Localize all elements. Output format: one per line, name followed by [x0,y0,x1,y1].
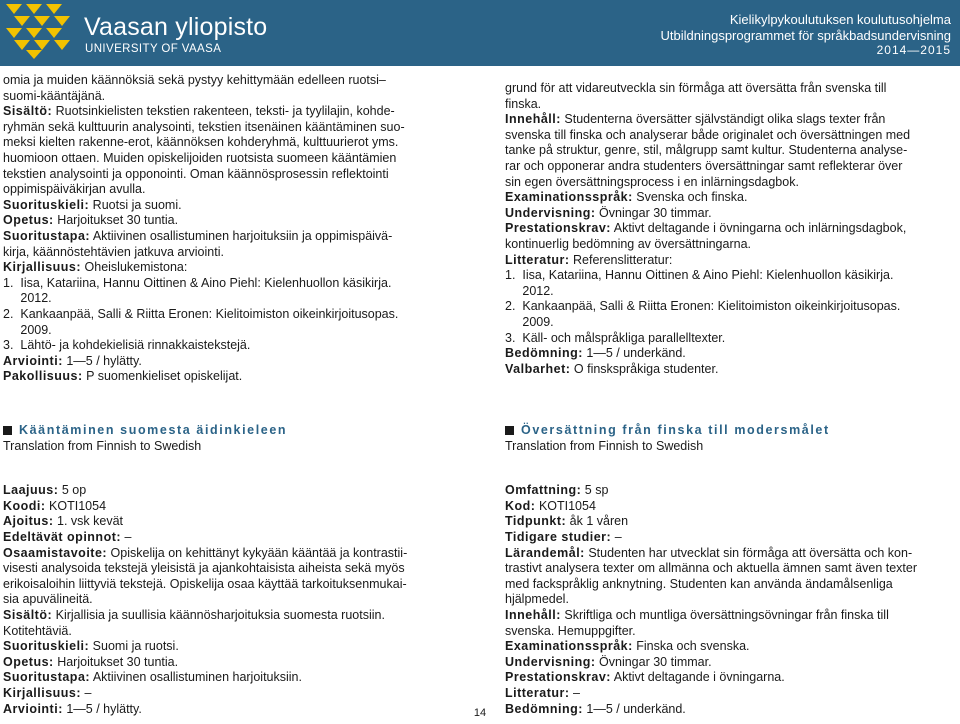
text-line: Opiskelija on kehittänyt kykyään kääntää ja kontrastii- [107,545,408,560]
reference-item: 2009. [505,314,554,329]
field-label: Opetus: [3,213,54,228]
university-subtitle: UNIVERSITY OF VAASA [85,43,222,55]
field-label: Examinationsspråk: [505,190,633,205]
text-line: Kotitehtäviä. [3,623,72,638]
field-label: Koodi: [3,498,46,513]
program-name-fi: Kielikylpykoulutuksen koulutusohjelma [729,12,951,27]
grading-row [505,346,958,362]
text-line: Aktiivinen osallistuminen harjoituksiin ja oppimispäivä- [90,228,393,243]
text-line: visesti analysoida tekstejä yleisistä ja ajankohtaisista aiheista sekä myös [3,561,405,576]
field-label: Suoritustapa: [3,670,91,685]
text-line: hjälpmedel. [505,592,569,607]
reference-item: 2. Kankaanpää, Salli & Riitta Eronen: Kielitoimiston oikeinkirjoitusopas. [3,306,399,321]
field-value: – [611,529,622,544]
right-bottom-column [505,423,958,717]
content-row [505,112,958,128]
language-row [3,639,461,655]
grading-row [3,354,461,370]
field-value: Harjoitukset 30 tuntia. [53,213,179,228]
field-value: – [81,685,92,700]
field-value: KOTI1054 [535,498,596,513]
square-bullet-icon [505,426,514,435]
text-line: Ruotsinkielisten tekstien rakenteen, teksti- ja tyylilajin, kohde- [52,104,395,119]
field-label: Innehåll: [505,112,561,127]
field-label: Lärandemål: [505,545,585,560]
course-title-sv [505,423,958,439]
text-line: ryhmän sekä kulttuurin analysointi, tekstien itsenäinen kääntäminen suo- [3,119,405,134]
course-subtitle: Translation from Finnish to Swedish [3,438,202,453]
literature-row [505,686,958,702]
completion-row [3,670,461,686]
field-value: Oheislukemistona: [81,260,188,275]
timing-row [3,514,461,530]
text-line: huomioon ottaen. Muiden opiskelijoiden ruotsista suomeen kääntämien [3,150,397,165]
reference-item: 3. Käll- och målspråkliga parallelltexter. [505,330,726,345]
reference-item: 3. Lähtö- ja kohdekielisiä rinnakkaistekstejä. [3,338,251,353]
left-top-column [3,73,461,385]
field-label: Litteratur: [505,252,570,267]
text-line: tekstien analysointi ja opponointi. Oman käännösprosessin reflektointi [3,166,389,181]
field-value: Aktivt deltagande i övningarna. [610,670,785,685]
course-subtitle: Translation from Finnish to Swedish [505,438,704,453]
field-label: Sisältö: [3,607,53,622]
field-value: P suomenkieliset opiskelijat. [82,369,243,384]
field-label: Bedömning: [505,701,583,716]
field-label: Pakollisuus: [3,369,83,384]
right-top-column [505,81,958,377]
field-label: Sisältö: [3,104,53,119]
text-line: rar och opponerar andra studenters översättningar samt reflekterar över [505,158,903,173]
field-label: Undervisning: [505,654,596,669]
prerequisites-row [3,530,461,546]
field-value: Övningar 30 timmar. [595,654,712,669]
field-label: Tidigare studier: [505,529,612,544]
text-line: svenska till finska och analyserar både originalet och översättningen med [505,127,911,142]
field-label: Arviointi: [3,701,63,716]
field-label: Osaamistavoite: [3,545,108,560]
field-label: Suoritustapa: [3,228,91,243]
objective-row [505,546,958,562]
field-label: Prestationskrav: [505,670,611,685]
language-row [3,198,461,214]
text-line: erikoisaloihin liittyviä tekstejä. Opiskelija osaa käyttää tarkoituksenmukai- [3,576,407,591]
teaching-row [505,206,958,222]
text-line: med fackspråklig anknytning. Studenten kan använda ändamålsenliga [505,576,893,591]
field-label: Suorituskieli: [3,197,90,212]
reference-item: 2012. [3,291,52,306]
field-label: Kod: [505,498,536,513]
reference-item: 1. Iisa, Katariina, Hannu Oittinen & Aino Piehl: Kielenhuollon käsikirja. [505,268,894,283]
text-line: sia apuvälineitä. [3,592,93,607]
text-line: Aktivt deltagande i övningarna och inlärningsdagbok, [610,221,907,236]
text-line: finska. [505,96,542,111]
field-label: Arviointi: [3,353,63,368]
reference-item: 2012. [505,283,554,298]
field-label: Opetus: [3,654,54,669]
field-label: Prestationskrav: [505,221,611,236]
code-row [3,499,461,515]
field-value: – [569,685,580,700]
content-row [3,104,461,120]
content-row [505,608,958,624]
code-row [505,499,958,515]
text-line: Studenten har utvecklat sin förmåga att översätta och kon- [584,545,913,560]
requirements-row [505,670,958,686]
field-label: Litteratur: [505,685,570,700]
field-value: 5 op [58,483,87,498]
program-header [661,12,951,59]
text-line: suomi-kääntäjänä. [3,88,106,103]
field-value: KOTI1054 [45,498,107,513]
field-value: 1—5 / underkänd. [582,701,686,716]
reference-item: 1. Iisa, Katariina, Hannu Oittinen & Aino Piehl: Kielenhuollon käsikirja. [3,275,392,290]
requirements-row [505,221,958,237]
field-value: 1. vsk kevät [53,514,124,529]
text-line: Kirjallisia ja suullisia käännösharjoituksia suomesta ruotsiin. [52,607,385,622]
field-value: 1—5 / underkänd. [582,346,686,361]
text-line: kirja, käännöstehtävien jatkuva arviointi. [3,244,224,259]
field-label: Tidpunkt: [505,514,567,529]
field-label: Examinationsspråk: [505,639,633,654]
field-value: Övningar 30 timmar. [595,205,712,220]
square-bullet-icon [3,426,12,435]
program-name-sv: Utbildningsprogrammet för språkbadsundervisning [660,27,951,43]
field-value: Referenslitteratur: [569,252,673,267]
text-line: oppimispäiväkirjan avulla. [3,182,146,197]
teaching-row [505,655,958,671]
literature-row [505,253,958,269]
course-title-text: Kääntäminen suomesta äidinkieleen [19,423,288,437]
course-title-text: Översättning från finska till modersmålet [521,423,830,437]
text-line: svenska. Hemuppgifter. [505,623,636,638]
reference-item: 2. Kankaanpää, Salli & Riitta Eronen: Kielitoimiston oikeinkirjoitusopas. [505,299,901,314]
field-label: Edeltävät opinnot: [3,529,122,544]
field-value: 5 sp [581,483,609,498]
timing-row [505,514,958,530]
text-line: Skriftliga och muntliga översättningsövningar från finska till [560,607,889,622]
language-row [505,190,958,206]
field-label: Omfattning: [505,483,582,498]
page-number: 14 [473,707,487,719]
literature-row [3,686,461,702]
field-label: Laajuus: [3,483,59,498]
text-line: kontinuerlig bedömning av översättningarna. [505,236,751,251]
field-value: Harjoitukset 30 tuntia. [53,654,179,669]
text-line: Studenterna översätter självständigt olika slags texter från [560,112,886,127]
left-bottom-column [3,423,461,717]
academic-year: 2014—2015 [876,43,951,57]
field-label: Valbarhet: [505,361,571,376]
field-value: Aktiivinen osallistuminen harjoituksiin. [90,670,302,685]
field-label: Kirjallisuus: [3,260,82,275]
language-row [505,639,958,655]
credits-row [3,483,461,499]
compulsory-row [3,369,461,385]
field-value: O finskspråkiga studenter. [570,361,719,376]
university-crest-icon [2,2,74,60]
objective-row [3,546,461,562]
university-name: Vaasan yliopisto [84,13,268,41]
course-title-fi [3,423,461,439]
field-label: Bedömning: [505,346,583,361]
field-value: Ruotsi ja suomi. [89,197,182,212]
field-value: – [121,529,132,544]
completion-row [3,229,461,245]
text-line: tanke på struktur, genre, stil, målgrupp samt kultur. Studenterna analyse- [505,143,908,158]
field-label: Kirjallisuus: [3,685,82,700]
grading-row [505,702,958,718]
reference-item: 2009. [3,322,52,337]
text-line: trastivt analysera texter om allmänna och aktuella ämnen samt även texter [505,561,918,576]
field-label: Undervisning: [505,205,596,220]
text-line: grund för att vidareutveckla sin förmåga att översätta från svenska till [505,81,887,95]
text-line: omia ja muiden käännöksiä sekä pystyy kehittymään edelleen ruotsi– [3,73,386,87]
text-line: sin egen översättningsprocess i en inlärningsdagbok. [505,174,799,189]
field-value: Suomi ja ruotsi. [89,639,179,654]
eligibility-row [505,362,958,378]
field-label: Innehåll: [505,607,561,622]
literature-row [3,260,461,276]
field-value: 1—5 / hylätty. [62,353,142,368]
content-row [3,608,461,624]
page-header [0,0,960,66]
teaching-row [3,655,461,671]
prerequisites-row [505,530,958,546]
field-label: Ajoitus: [3,514,54,529]
credits-row [505,483,958,499]
teaching-row [3,213,461,229]
field-value: åk 1 våren [566,514,629,529]
field-value: Svenska och finska. [632,190,748,205]
field-label: Suorituskieli: [3,639,90,654]
field-value: Finska och svenska. [632,639,750,654]
field-value: 1—5 / hylätty. [62,701,142,716]
grading-row [3,702,461,718]
text-line: meksi kielten rakenne-erot, käännöksen kohderyhmä, kulttuurierot yms. [3,135,399,150]
